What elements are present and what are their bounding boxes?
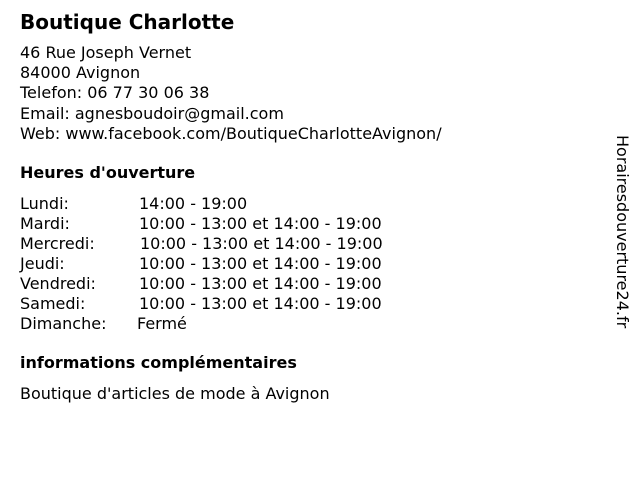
- web-line: Web: www.facebook.com/BoutiqueCharlotteAvignon/: [20, 123, 442, 143]
- day-label: Vendredi:: [20, 274, 96, 293]
- day-label: Dimanche:: [20, 314, 107, 333]
- day-label: Samedi:: [20, 294, 86, 313]
- day-hours: 10:00 - 13:00 et 14:00 - 19:00: [139, 254, 382, 273]
- day-label: Mercredi:: [20, 234, 95, 253]
- day-hours: 14:00 - 19:00: [139, 194, 248, 213]
- site-watermark: Horairesdouverture24.fr: [613, 135, 632, 329]
- street-address: 46 Rue Joseph Vernet: [20, 43, 192, 62]
- day-hours: 10:00 - 13:00 et 14:00 - 19:00: [139, 214, 382, 233]
- day-hours: 10:00 - 13:00 et 14:00 - 19:00: [140, 234, 383, 253]
- day-hours: 10:00 - 13:00 et 14:00 - 19:00: [139, 274, 382, 293]
- day-hours: Fermé: [137, 314, 187, 333]
- phone-line: Telefon: 06 77 30 06 38: [20, 83, 210, 103]
- contact-block: [20, 43, 442, 144]
- additional-info-heading: informations complémentaires: [20, 353, 297, 372]
- shop-name: Boutique Charlotte: [20, 10, 235, 34]
- day-label: Jeudi:: [20, 254, 65, 273]
- opening-hours-heading: Heures d'ouverture: [20, 163, 196, 182]
- day-hours: 10:00 - 13:00 et 14:00 - 19:00: [139, 294, 382, 313]
- shop-description: Boutique d'articles de mode à Avignon: [20, 384, 330, 403]
- day-label: Lundi:: [20, 194, 69, 213]
- city-line: 84000 Avignon: [20, 63, 141, 83]
- day-label: Mardi:: [20, 214, 70, 233]
- email-line: Email: agnesboudoir@gmail.com: [20, 103, 284, 123]
